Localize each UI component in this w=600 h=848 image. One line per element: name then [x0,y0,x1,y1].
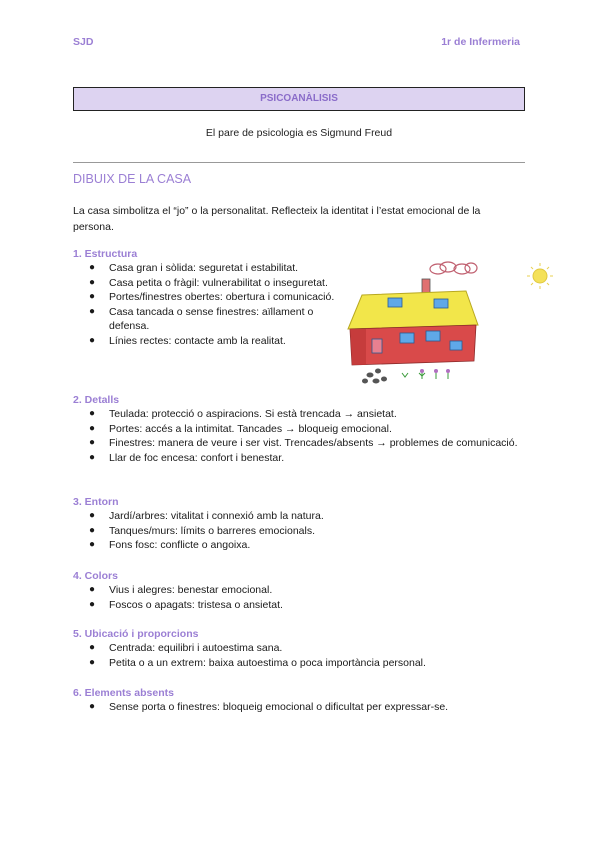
section-heading: 2. Detalls [73,394,120,406]
bullet-list [73,261,338,348]
list-item: ● Casa gran i sòlida: seguretat i estabilitat. [89,262,299,274]
list-item: ● Casa tancada o sense finestres: aïllament o defensa. [89,305,314,332]
list-item: ● Portes: accés a la intimitat. Tancades → bloqueig emocional. [89,422,392,435]
divider [73,162,525,163]
door [372,339,382,353]
header-left: SJD [73,36,94,48]
bullet-list [73,700,523,715]
window [388,298,402,307]
section-heading: 1. Estructura [73,248,138,260]
list-item: ● Casa petita o fràgil: vulnerabilitat o inseguretat. [89,276,328,289]
list-item: ● Fons fosc: conflicte o angoixa. [89,539,251,551]
section-colors [73,569,523,612]
sun-icon [527,263,553,289]
list-item: ● Línies rectes: contacte amb la realitat. [89,334,286,347]
header-right: 1r de Infermeria [441,36,520,48]
section-heading: 6. Elements absents [73,687,174,699]
subtitle: El pare de psicologia es Sigmund Freud [205,127,393,139]
intro-paragraph: La casa simbolitza el “jo” o la personalitat. Reflecteix la identitat i l’estat emocional de la persona. [73,205,481,233]
page-title: PSICOANÀLISIS [73,87,525,111]
section-estructura [73,247,338,348]
list-item: ● Foscos o apagats: tristesa o ansietat. [89,598,283,611]
section-entorn [73,495,523,553]
list-item: ● Jardí/arbres: vitalitat i connexió amb la natura. [89,510,324,522]
cloud-icon [430,262,477,274]
list-item: ● Teulada: protecció o aspiracions. Si està trencada → ansietat. [89,408,397,420]
section-heading: 3. Entorn [73,496,119,508]
section-heading: 5. Ubicació i proporcions [73,628,199,640]
list-item: ● Portes/finestres obertes: obertura i comunicació. [89,291,335,303]
bullet-list [73,509,523,553]
section-ubicacio [73,627,523,670]
list-item: ● Centrada: equilibri i autoestima sana. [89,642,283,654]
section-heading: 4. Colors [73,570,118,582]
garden [362,369,450,384]
house-drawing [340,255,570,395]
list-item: ● Tanques/murs: límits o barreres emocionals. [89,524,315,537]
window [450,341,462,350]
bullet-list [73,407,523,465]
list-item: ● Vius i alegres: benestar emocional. [89,584,273,596]
bullet-list [73,583,523,612]
section-title: DIBUIX DE LA CASA [73,172,192,186]
window [400,333,414,343]
section-detalls [73,393,523,465]
bullet-list [73,641,523,670]
list-item: ● Sense porta o finestres: bloqueig emocional o dificultat per expressar-se. [89,701,449,713]
window [426,331,440,341]
section-elements-absents [73,686,523,715]
roof [348,291,478,329]
list-item: ● Petita o a un extrem: baixa autoestima o poca importància personal. [89,656,426,669]
list-item: ● Finestres: manera de veure i ser vist. Trencades/absents → problemes de comunicació. [89,437,518,449]
window [434,299,448,308]
list-item: ● Llar de foc encesa: confort i benestar. [89,451,285,464]
